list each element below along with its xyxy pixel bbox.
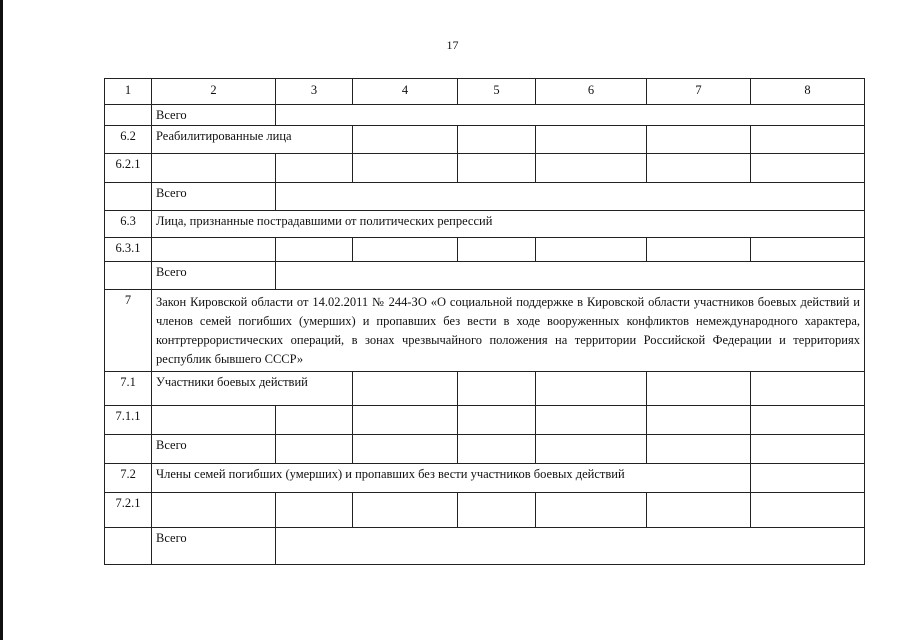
value-cell bbox=[352, 405, 458, 435]
total-values-span bbox=[275, 104, 865, 126]
total-label: Всего bbox=[151, 104, 276, 126]
value-cell bbox=[750, 153, 865, 183]
value-cell bbox=[275, 434, 353, 464]
row-number: 6.3.1 bbox=[104, 237, 152, 262]
scan-left-edge bbox=[0, 0, 3, 640]
header-cell-6: 6 bbox=[535, 78, 647, 105]
value-cell bbox=[457, 405, 536, 435]
header-cell-8: 8 bbox=[750, 78, 865, 105]
value-cell bbox=[457, 125, 536, 154]
value-cell bbox=[646, 153, 751, 183]
row-number: 7.2.1 bbox=[104, 492, 152, 528]
value-cell bbox=[275, 492, 353, 528]
value-cell bbox=[535, 371, 647, 406]
total-label: Всего bbox=[151, 434, 276, 464]
row-number: 7.2 bbox=[104, 463, 152, 493]
value-cell bbox=[352, 153, 458, 183]
header-cell-7: 7 bbox=[646, 78, 751, 105]
value-cell bbox=[457, 371, 536, 406]
value-cell bbox=[275, 153, 353, 183]
report-table bbox=[104, 78, 864, 564]
value-cell bbox=[352, 237, 458, 262]
value-cell bbox=[646, 405, 751, 435]
value-cell bbox=[457, 237, 536, 262]
law-title: Закон Кировской области от 14.02.2011 № 244-ЗО «О социальной поддержке в Кировской области участников боевых действий и членов семей погибших (умерших) и пропавших без вести в ходе вооруженных конфликтов немеждународного характера, контртеррористических операций, в зонах чрезвычайного положения на территории Российской Федерации и территориях республик бывшего СССР» bbox=[151, 289, 865, 372]
total-label: Всего bbox=[151, 261, 276, 290]
row-number-cell bbox=[104, 104, 152, 126]
value-cell bbox=[750, 434, 865, 464]
total-label: Всего bbox=[151, 182, 276, 211]
row-number: 7 bbox=[104, 289, 152, 372]
value-cell bbox=[352, 371, 458, 406]
header-cell-1: 1 bbox=[104, 78, 152, 105]
row-title: Лица, признанные пострадавшими от политических репрессий bbox=[151, 210, 865, 238]
value-cell bbox=[535, 153, 647, 183]
row-number-cell bbox=[104, 434, 152, 464]
value-cell bbox=[750, 492, 865, 528]
value-cell bbox=[151, 492, 276, 528]
value-cell bbox=[646, 492, 751, 528]
value-cell bbox=[750, 237, 865, 262]
row-title: Участники боевых действий bbox=[151, 371, 353, 406]
value-cell bbox=[151, 237, 276, 262]
value-cell bbox=[151, 405, 276, 435]
header-cell-2: 2 bbox=[151, 78, 276, 105]
value-cell bbox=[352, 125, 458, 154]
value-cell bbox=[352, 434, 458, 464]
value-cell bbox=[750, 463, 865, 493]
value-cell bbox=[750, 371, 865, 406]
value-cell bbox=[457, 492, 536, 528]
total-values-span bbox=[275, 182, 865, 211]
page-number: 17 bbox=[446, 38, 459, 52]
row-number-cell bbox=[104, 182, 152, 211]
value-cell bbox=[535, 492, 647, 528]
header-cell-3: 3 bbox=[275, 78, 353, 105]
value-cell bbox=[750, 405, 865, 435]
value-cell bbox=[646, 371, 751, 406]
row-number: 7.1.1 bbox=[104, 405, 152, 435]
total-values-span bbox=[275, 261, 865, 290]
value-cell bbox=[646, 125, 751, 154]
value-cell bbox=[646, 237, 751, 262]
value-cell bbox=[457, 153, 536, 183]
value-cell bbox=[275, 405, 353, 435]
row-number: 6.2 bbox=[104, 125, 152, 154]
value-cell bbox=[535, 405, 647, 435]
value-cell bbox=[457, 434, 536, 464]
header-cell-4: 4 bbox=[352, 78, 458, 105]
row-number-cell bbox=[104, 261, 152, 290]
value-cell bbox=[535, 434, 647, 464]
value-cell bbox=[646, 434, 751, 464]
row-number: 6.2.1 bbox=[104, 153, 152, 183]
row-number: 6.3 bbox=[104, 210, 152, 238]
row-title: Члены семей погибших (умерших) и пропавших без вести участников боевых действий bbox=[151, 463, 751, 493]
value-cell bbox=[535, 125, 647, 154]
value-cell bbox=[151, 153, 276, 183]
value-cell bbox=[535, 237, 647, 262]
total-values-span bbox=[275, 527, 865, 565]
row-title: Реабилитированные лица bbox=[151, 125, 353, 154]
total-label: Всего bbox=[151, 527, 276, 565]
header-cell-5: 5 bbox=[457, 78, 536, 105]
row-number: 7.1 bbox=[104, 371, 152, 406]
value-cell bbox=[352, 492, 458, 528]
row-number-cell bbox=[104, 527, 152, 565]
value-cell bbox=[750, 125, 865, 154]
value-cell bbox=[275, 237, 353, 262]
